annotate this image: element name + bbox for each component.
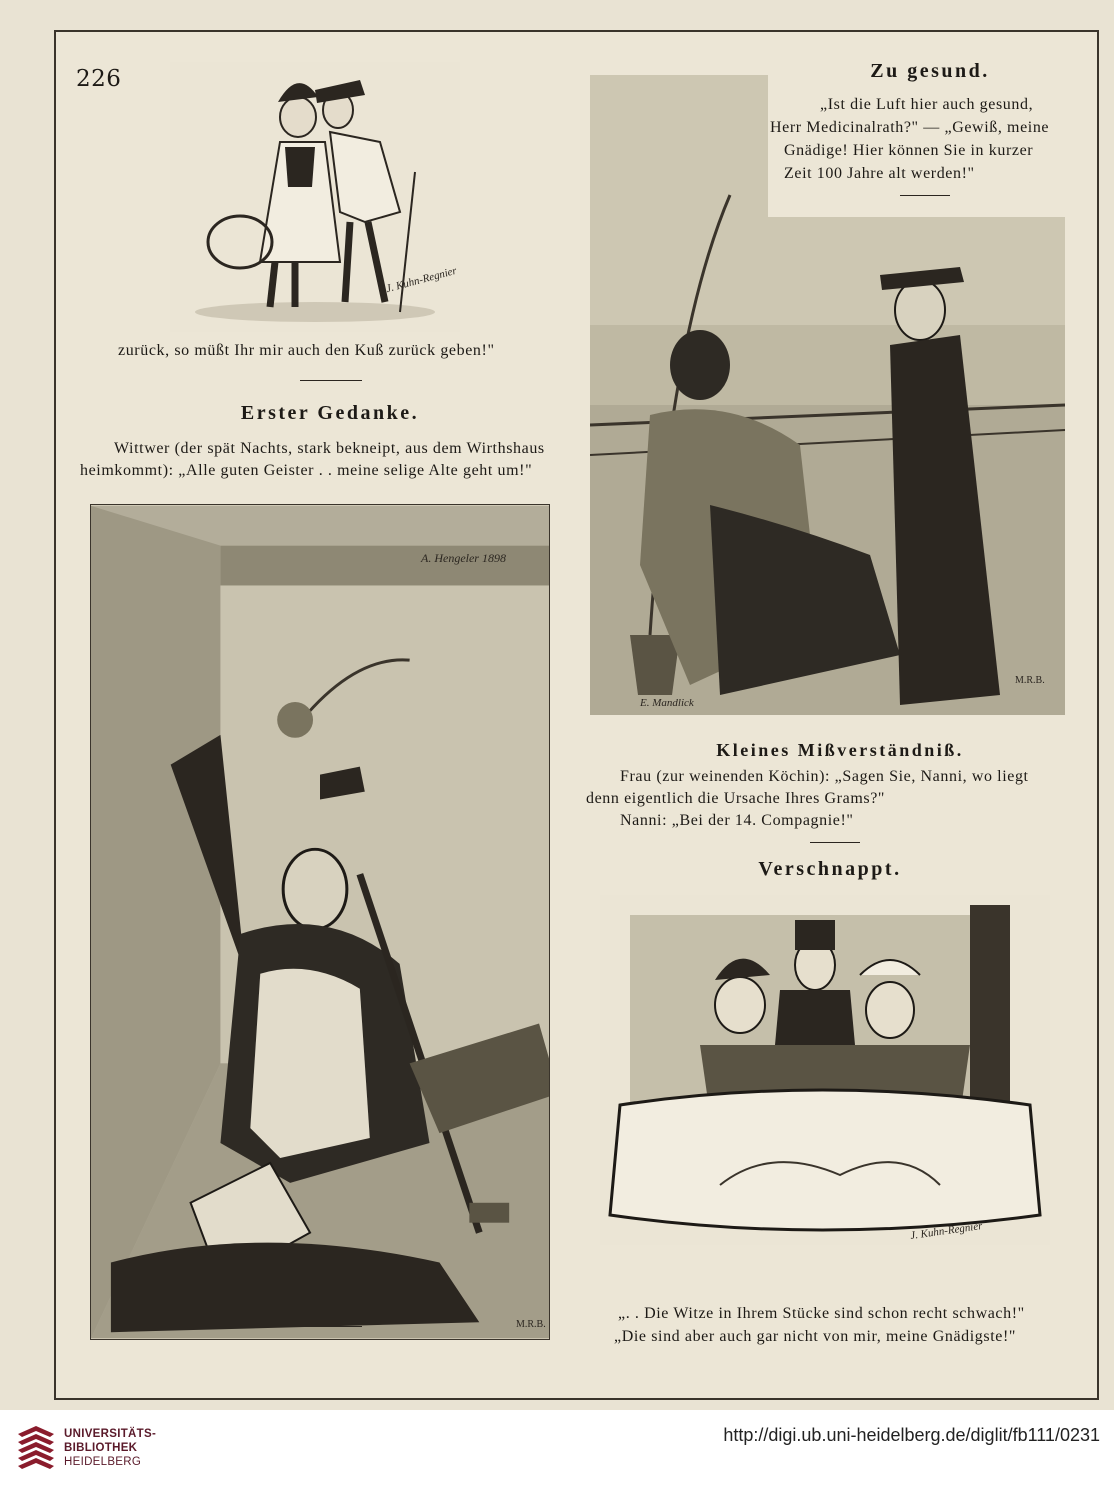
zu-gesund-line4: Zeit 100 Jahre alt werden!" — [784, 165, 975, 182]
zu-gesund-title: Zu gesund. — [870, 60, 990, 82]
zu-gesund-line2: Herr Medicinalrath?" — „Gewiß, meine — [770, 119, 1050, 136]
kiss-illustration — [170, 62, 460, 332]
erster-gedanke-line1: Wittwer (der spät Nachts, stark bekneipt, aus dem Wirthshaus — [114, 440, 545, 457]
widower-drawing — [91, 505, 549, 1339]
kleines-line2: denn eigentlich die Ursache Ihres Grams?" — [586, 790, 886, 807]
divider — [300, 1326, 362, 1327]
institution-line1: UNIVERSITÄTS- — [64, 1428, 157, 1440]
institution-line2: BIBLIOTHEK — [64, 1442, 138, 1454]
zu-gesund-line1: „Ist die Luft hier auch gesund, — [820, 96, 1034, 113]
balcony-illustration — [590, 75, 1065, 715]
kleines-line1: Frau (zur weinenden Köchin): „Sagen Sie, Nanni, wo liegt — [620, 768, 1029, 785]
institution-name — [64, 1427, 156, 1469]
widower-monogram: M.R.B. — [516, 1319, 546, 1330]
divider — [810, 842, 860, 843]
erster-gedanke-title: Erster Gedanke. — [240, 402, 420, 424]
theatre-illustration — [600, 895, 1050, 1245]
source-url[interactable]: http://digi.ub.uni-heidelberg.de/diglit/fb111/0231 — [723, 1425, 1100, 1445]
theatre-signature: J. Kuhn-Regnier — [909, 1219, 984, 1243]
widower-signature: A. Hengeler 1898 — [421, 551, 506, 565]
kiss-drawing — [170, 62, 460, 332]
zu-gesund-line3: Gnädige! Hier können Sie in kurzer — [784, 142, 1034, 159]
balcony-signature: E. Mandlick — [640, 697, 694, 709]
university-logo-icon — [14, 1424, 58, 1472]
kleines-line3: Nanni: „Bei der 14. Compagnie!" — [620, 812, 854, 829]
kiss-signature: J. Kuhn-Regnier — [384, 264, 459, 296]
footer-bar — [0, 1410, 1114, 1486]
erster-gedanke-line2: heimkommt): „Alle guten Geister . . meine selige Alte geht um!" — [80, 462, 533, 479]
verschnappt-title: Verschnappt. — [758, 858, 902, 880]
theatre-drawing — [600, 895, 1050, 1245]
balcony-drawing — [590, 75, 1065, 715]
widower-illustration — [90, 504, 550, 1340]
institution-line3: HEIDELBERG — [64, 1456, 142, 1468]
kiss-caption: zurück, so müßt Ihr mir auch den Kuß zurück geben!" — [118, 342, 495, 359]
verschnappt-line1: „. . Die Witze in Ihrem Stücke sind schon recht schwach!" — [618, 1305, 1025, 1322]
divider — [300, 380, 362, 381]
page-number: 226 — [76, 66, 122, 92]
kleines-title: Kleines Mißverständniß. — [716, 740, 964, 760]
verschnappt-line2: „Die sind aber auch gar nicht von mir, meine Gnädigste!" — [614, 1328, 1017, 1345]
balcony-monogram: M.R.B. — [1015, 675, 1045, 686]
